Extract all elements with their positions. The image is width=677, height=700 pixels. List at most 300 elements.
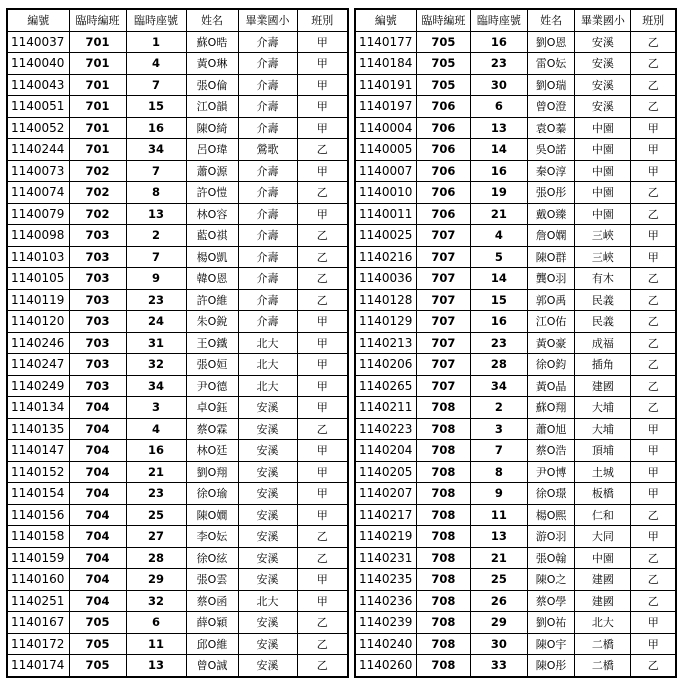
header-student-name: 姓名 — [186, 9, 238, 31]
cell-class-type: 乙 — [631, 354, 676, 376]
cell-elementary-school: 民義 — [575, 289, 631, 311]
cell-temp-class: 708 — [416, 440, 470, 462]
cell-student-name: 朱O銳 — [186, 311, 238, 333]
cell-class-type: 乙 — [631, 590, 676, 612]
cell-temp-class: 702 — [69, 182, 126, 204]
cell-seat-number: 5 — [471, 246, 528, 268]
cell-student-name: 張O倫 — [186, 74, 238, 96]
cell-temp-class: 704 — [69, 440, 126, 462]
cell-temp-class: 703 — [69, 375, 126, 397]
table-row — [7, 440, 348, 462]
cell-seat-number: 25 — [471, 569, 528, 591]
header-seat-number: 臨時座號 — [126, 9, 186, 31]
cell-student-name: 劉O恩 — [527, 31, 575, 53]
table-row — [7, 483, 348, 505]
cell-elementary-school: 介壽 — [238, 311, 297, 333]
cell-student-name: 徐O鈞 — [527, 354, 575, 376]
cell-student-name: 江O佑 — [527, 311, 575, 333]
cell-seat-number: 7 — [471, 440, 528, 462]
table-row — [7, 53, 348, 75]
cell-seat-number: 29 — [471, 612, 528, 634]
cell-class-type: 乙 — [631, 397, 676, 419]
cell-student-id: 1140135 — [7, 418, 69, 440]
table-row — [7, 117, 348, 139]
cell-temp-class: 707 — [416, 268, 470, 290]
cell-seat-number: 21 — [126, 461, 186, 483]
cell-temp-class: 701 — [69, 96, 126, 118]
table-row — [7, 225, 348, 247]
cell-student-id: 1140244 — [7, 139, 69, 161]
table-row — [7, 504, 348, 526]
cell-student-id: 1140236 — [355, 590, 416, 612]
cell-student-name: 徐O瑜 — [186, 483, 238, 505]
cell-elementary-school: 介壽 — [238, 289, 297, 311]
cell-class-type: 甲 — [297, 354, 348, 376]
cell-elementary-school: 中園 — [575, 203, 631, 225]
cell-temp-class: 704 — [69, 547, 126, 569]
table-row — [7, 655, 348, 677]
cell-student-name: 袁O蓁 — [527, 117, 575, 139]
cell-student-id: 1140037 — [7, 31, 69, 53]
table-row — [355, 569, 676, 591]
cell-elementary-school: 三峽 — [575, 246, 631, 268]
cell-class-type: 乙 — [631, 504, 676, 526]
cell-class-type: 乙 — [297, 612, 348, 634]
cell-student-name: 韓O恩 — [186, 268, 238, 290]
cell-student-id: 1140204 — [355, 440, 416, 462]
table-row — [7, 246, 348, 268]
cell-seat-number: 23 — [471, 53, 528, 75]
cell-student-name: 卓O鈺 — [186, 397, 238, 419]
cell-elementary-school: 北大 — [238, 590, 297, 612]
cell-elementary-school: 建國 — [575, 569, 631, 591]
cell-seat-number: 34 — [126, 139, 186, 161]
cell-student-id: 1140156 — [7, 504, 69, 526]
cell-seat-number: 31 — [126, 332, 186, 354]
cell-seat-number: 21 — [471, 203, 528, 225]
cell-student-name: 蔡O霖 — [186, 418, 238, 440]
cell-class-type: 乙 — [297, 655, 348, 677]
cell-temp-class: 707 — [416, 246, 470, 268]
cell-temp-class: 706 — [416, 96, 470, 118]
cell-class-type: 乙 — [297, 418, 348, 440]
cell-seat-number: 19 — [471, 182, 528, 204]
cell-elementary-school: 安溪 — [238, 440, 297, 462]
cell-temp-class: 708 — [416, 418, 470, 440]
cell-class-type: 甲 — [297, 504, 348, 526]
cell-elementary-school: 介壽 — [238, 74, 297, 96]
cell-elementary-school: 北大 — [238, 332, 297, 354]
cell-class-type: 乙 — [297, 139, 348, 161]
cell-student-name: 曾O誠 — [186, 655, 238, 677]
cell-elementary-school: 插角 — [575, 354, 631, 376]
cell-class-type: 甲 — [631, 461, 676, 483]
table-row — [7, 547, 348, 569]
cell-class-type: 甲 — [297, 203, 348, 225]
cell-student-name: 楊O熙 — [527, 504, 575, 526]
cell-student-id: 1140246 — [7, 332, 69, 354]
cell-student-name: 陳O彤 — [527, 655, 575, 677]
cell-student-name: 蕭O源 — [186, 160, 238, 182]
cell-class-type: 甲 — [631, 440, 676, 462]
roster-body-right — [355, 31, 676, 677]
cell-student-name: 張O翰 — [527, 547, 575, 569]
cell-temp-class: 708 — [416, 547, 470, 569]
cell-seat-number: 25 — [126, 504, 186, 526]
cell-temp-class: 706 — [416, 203, 470, 225]
cell-student-id: 1140158 — [7, 526, 69, 548]
cell-temp-class: 707 — [416, 289, 470, 311]
cell-class-type: 甲 — [297, 74, 348, 96]
cell-class-type: 乙 — [297, 268, 348, 290]
cell-student-id: 1140184 — [355, 53, 416, 75]
header-student-id: 編號 — [7, 9, 69, 31]
cell-temp-class: 706 — [416, 139, 470, 161]
table-row — [7, 418, 348, 440]
cell-student-id: 1140079 — [7, 203, 69, 225]
table-row — [355, 655, 676, 677]
table-row — [7, 526, 348, 548]
cell-elementary-school: 安溪 — [238, 418, 297, 440]
cell-student-name: 詹O嫻 — [527, 225, 575, 247]
cell-student-name: 劉O翔 — [186, 461, 238, 483]
cell-class-type: 甲 — [297, 375, 348, 397]
cell-elementary-school: 安溪 — [575, 96, 631, 118]
cell-seat-number: 7 — [126, 246, 186, 268]
cell-seat-number: 13 — [126, 655, 186, 677]
cell-student-name: 林O容 — [186, 203, 238, 225]
cell-student-name: 許O維 — [186, 289, 238, 311]
cell-temp-class: 705 — [416, 74, 470, 96]
cell-temp-class: 708 — [416, 655, 470, 677]
roster-table-left — [6, 8, 349, 678]
cell-class-type: 乙 — [297, 182, 348, 204]
cell-elementary-school: 頂埔 — [575, 440, 631, 462]
cell-elementary-school: 介壽 — [238, 246, 297, 268]
cell-student-id: 1140010 — [355, 182, 416, 204]
table-row — [355, 354, 676, 376]
cell-elementary-school: 三峽 — [575, 225, 631, 247]
cell-elementary-school: 安溪 — [238, 633, 297, 655]
header-row — [7, 9, 348, 31]
cell-temp-class: 704 — [69, 483, 126, 505]
cell-class-type: 甲 — [297, 397, 348, 419]
cell-elementary-school: 中園 — [575, 139, 631, 161]
header-temp-class: 臨時編班 — [416, 9, 470, 31]
cell-temp-class: 703 — [69, 332, 126, 354]
cell-student-name: 陳O之 — [527, 569, 575, 591]
table-row — [7, 397, 348, 419]
cell-student-name: 吳O諾 — [527, 139, 575, 161]
cell-seat-number: 30 — [471, 633, 528, 655]
table-row — [7, 461, 348, 483]
cell-temp-class: 708 — [416, 483, 470, 505]
cell-seat-number: 16 — [471, 31, 528, 53]
cell-class-type: 乙 — [297, 547, 348, 569]
cell-temp-class: 701 — [69, 74, 126, 96]
cell-class-type: 乙 — [631, 569, 676, 591]
cell-seat-number: 34 — [471, 375, 528, 397]
cell-temp-class: 707 — [416, 311, 470, 333]
table-row — [355, 440, 676, 462]
table-row — [7, 203, 348, 225]
cell-class-type: 乙 — [631, 311, 676, 333]
cell-seat-number: 23 — [126, 289, 186, 311]
cell-student-id: 1140007 — [355, 160, 416, 182]
cell-class-type: 乙 — [297, 246, 348, 268]
cell-elementary-school: 安溪 — [238, 655, 297, 677]
cell-student-name: 蕭O旭 — [527, 418, 575, 440]
cell-temp-class: 703 — [69, 289, 126, 311]
table-row — [7, 354, 348, 376]
cell-elementary-school: 成福 — [575, 332, 631, 354]
table-row — [355, 96, 676, 118]
cell-class-type: 甲 — [297, 311, 348, 333]
table-row — [355, 289, 676, 311]
cell-seat-number: 16 — [471, 160, 528, 182]
cell-class-type: 甲 — [631, 225, 676, 247]
cell-student-name: 張O雲 — [186, 569, 238, 591]
cell-elementary-school: 安溪 — [238, 461, 297, 483]
header-elementary-school: 畢業國小 — [575, 9, 631, 31]
cell-temp-class: 701 — [69, 53, 126, 75]
cell-student-id: 1140174 — [7, 655, 69, 677]
cell-elementary-school: 安溪 — [238, 547, 297, 569]
table-row — [7, 332, 348, 354]
cell-temp-class: 705 — [416, 31, 470, 53]
cell-seat-number: 4 — [126, 418, 186, 440]
cell-student-id: 1140240 — [355, 633, 416, 655]
cell-elementary-school: 中園 — [575, 117, 631, 139]
cell-seat-number: 32 — [126, 354, 186, 376]
cell-student-name: 邱O維 — [186, 633, 238, 655]
cell-seat-number: 16 — [471, 311, 528, 333]
cell-seat-number: 28 — [126, 547, 186, 569]
cell-elementary-school: 中園 — [575, 182, 631, 204]
cell-elementary-school: 介壽 — [238, 182, 297, 204]
table-row — [355, 633, 676, 655]
cell-temp-class: 702 — [69, 203, 126, 225]
cell-class-type: 甲 — [297, 160, 348, 182]
cell-elementary-school: 北大 — [575, 612, 631, 634]
cell-class-type: 甲 — [297, 332, 348, 354]
table-row — [355, 504, 676, 526]
cell-student-id: 1140052 — [7, 117, 69, 139]
cell-class-type: 甲 — [297, 590, 348, 612]
cell-student-id: 1140036 — [355, 268, 416, 290]
cell-seat-number: 2 — [471, 397, 528, 419]
cell-temp-class: 705 — [69, 612, 126, 634]
cell-class-type: 甲 — [631, 633, 676, 655]
cell-student-id: 1140074 — [7, 182, 69, 204]
cell-class-type: 甲 — [297, 483, 348, 505]
cell-seat-number: 27 — [126, 526, 186, 548]
cell-temp-class: 708 — [416, 461, 470, 483]
cell-student-id: 1140025 — [355, 225, 416, 247]
table-row — [7, 96, 348, 118]
cell-seat-number: 15 — [126, 96, 186, 118]
cell-temp-class: 705 — [416, 53, 470, 75]
cell-elementary-school: 建國 — [575, 375, 631, 397]
cell-elementary-school: 北大 — [238, 375, 297, 397]
cell-seat-number: 32 — [126, 590, 186, 612]
cell-student-name: 呂O瑋 — [186, 139, 238, 161]
cell-class-type: 甲 — [631, 246, 676, 268]
header-elementary-school: 畢業國小 — [238, 9, 297, 31]
roster-body-left — [7, 31, 348, 677]
cell-seat-number: 33 — [471, 655, 528, 677]
cell-student-name: 戴O臻 — [527, 203, 575, 225]
cell-temp-class: 708 — [416, 612, 470, 634]
cell-temp-class: 705 — [69, 655, 126, 677]
cell-student-id: 1140217 — [355, 504, 416, 526]
cell-class-type: 乙 — [297, 225, 348, 247]
table-row — [355, 590, 676, 612]
cell-class-type: 甲 — [631, 483, 676, 505]
cell-elementary-school: 安溪 — [238, 569, 297, 591]
cell-elementary-school: 土城 — [575, 461, 631, 483]
cell-class-type: 甲 — [631, 160, 676, 182]
table-row — [355, 483, 676, 505]
cell-student-id: 1140177 — [355, 31, 416, 53]
cell-student-name: 劉O瑞 — [527, 74, 575, 96]
cell-student-name: 秦O淳 — [527, 160, 575, 182]
cell-seat-number: 4 — [471, 225, 528, 247]
cell-seat-number: 6 — [471, 96, 528, 118]
cell-elementary-school: 安溪 — [238, 504, 297, 526]
cell-student-name: 尹O博 — [527, 461, 575, 483]
cell-elementary-school: 安溪 — [238, 612, 297, 634]
cell-student-name: 黃O琳 — [186, 53, 238, 75]
cell-student-id: 1140120 — [7, 311, 69, 333]
cell-student-name: 許O愷 — [186, 182, 238, 204]
cell-student-id: 1140119 — [7, 289, 69, 311]
cell-class-type: 乙 — [631, 289, 676, 311]
cell-elementary-school: 大埔 — [575, 418, 631, 440]
cell-student-id: 1140103 — [7, 246, 69, 268]
cell-temp-class: 704 — [69, 504, 126, 526]
cell-student-name: 雷O妘 — [527, 53, 575, 75]
cell-temp-class: 708 — [416, 397, 470, 419]
cell-seat-number: 9 — [471, 483, 528, 505]
table-row — [7, 633, 348, 655]
cell-elementary-school: 安溪 — [238, 397, 297, 419]
cell-seat-number: 6 — [126, 612, 186, 634]
cell-student-id: 1140073 — [7, 160, 69, 182]
cell-student-id: 1140005 — [355, 139, 416, 161]
cell-class-type: 乙 — [631, 53, 676, 75]
cell-temp-class: 703 — [69, 268, 126, 290]
cell-temp-class: 702 — [69, 160, 126, 182]
cell-temp-class: 704 — [69, 461, 126, 483]
cell-seat-number: 24 — [126, 311, 186, 333]
cell-student-id: 1140216 — [355, 246, 416, 268]
cell-elementary-school: 大埔 — [575, 397, 631, 419]
cell-temp-class: 703 — [69, 225, 126, 247]
cell-seat-number: 14 — [471, 139, 528, 161]
cell-student-name: 藍O祺 — [186, 225, 238, 247]
table-row — [7, 160, 348, 182]
table-row — [355, 74, 676, 96]
cell-student-name: 黃O豪 — [527, 332, 575, 354]
cell-student-id: 1140159 — [7, 547, 69, 569]
cell-elementary-school: 介壽 — [238, 160, 297, 182]
table-row — [7, 311, 348, 333]
cell-seat-number: 1 — [126, 31, 186, 53]
cell-student-id: 1140134 — [7, 397, 69, 419]
cell-student-name: 徐O璟 — [527, 483, 575, 505]
cell-class-type: 乙 — [631, 375, 676, 397]
cell-student-id: 1140172 — [7, 633, 69, 655]
cell-temp-class: 706 — [416, 117, 470, 139]
cell-class-type: 乙 — [297, 526, 348, 548]
cell-elementary-school: 介壽 — [238, 203, 297, 225]
cell-temp-class: 704 — [69, 569, 126, 591]
cell-class-type: 甲 — [631, 418, 676, 440]
cell-temp-class: 703 — [69, 311, 126, 333]
table-row — [355, 311, 676, 333]
cell-seat-number: 13 — [126, 203, 186, 225]
cell-temp-class: 707 — [416, 375, 470, 397]
cell-seat-number: 13 — [471, 117, 528, 139]
cell-elementary-school: 安溪 — [575, 74, 631, 96]
cell-elementary-school: 北大 — [238, 354, 297, 376]
cell-seat-number: 3 — [471, 418, 528, 440]
cell-temp-class: 708 — [416, 590, 470, 612]
cell-temp-class: 704 — [69, 590, 126, 612]
cell-class-type: 乙 — [631, 547, 676, 569]
cell-student-id: 1140040 — [7, 53, 69, 75]
cell-student-id: 1140160 — [7, 569, 69, 591]
table-row — [7, 268, 348, 290]
cell-elementary-school: 介壽 — [238, 96, 297, 118]
table-row — [355, 160, 676, 182]
cell-seat-number: 29 — [126, 569, 186, 591]
cell-student-id: 1140211 — [355, 397, 416, 419]
cell-class-type: 甲 — [297, 569, 348, 591]
cell-student-id: 1140098 — [7, 225, 69, 247]
cell-temp-class: 701 — [69, 139, 126, 161]
cell-class-type: 乙 — [631, 96, 676, 118]
cell-class-type: 甲 — [297, 117, 348, 139]
cell-student-name: 陳O宇 — [527, 633, 575, 655]
header-student-name: 姓名 — [527, 9, 575, 31]
cell-seat-number: 14 — [471, 268, 528, 290]
table-row — [7, 182, 348, 204]
cell-elementary-school: 介壽 — [238, 31, 297, 53]
table-row — [355, 397, 676, 419]
cell-temp-class: 704 — [69, 418, 126, 440]
cell-student-name: 蔡O學 — [527, 590, 575, 612]
cell-elementary-school: 中園 — [575, 160, 631, 182]
cell-student-id: 1140223 — [355, 418, 416, 440]
cell-student-id: 1140011 — [355, 203, 416, 225]
cell-student-name: 劉O祐 — [527, 612, 575, 634]
cell-elementary-school: 中園 — [575, 547, 631, 569]
table-row — [355, 139, 676, 161]
header-student-id: 編號 — [355, 9, 416, 31]
table-row — [355, 418, 676, 440]
cell-student-id: 1140249 — [7, 375, 69, 397]
cell-student-name: 江O韻 — [186, 96, 238, 118]
table-row — [7, 612, 348, 634]
cell-seat-number: 13 — [471, 526, 528, 548]
cell-elementary-school: 介壽 — [238, 53, 297, 75]
cell-elementary-school: 安溪 — [575, 31, 631, 53]
cell-class-type: 乙 — [631, 268, 676, 290]
header-row — [355, 9, 676, 31]
cell-seat-number: 8 — [126, 182, 186, 204]
